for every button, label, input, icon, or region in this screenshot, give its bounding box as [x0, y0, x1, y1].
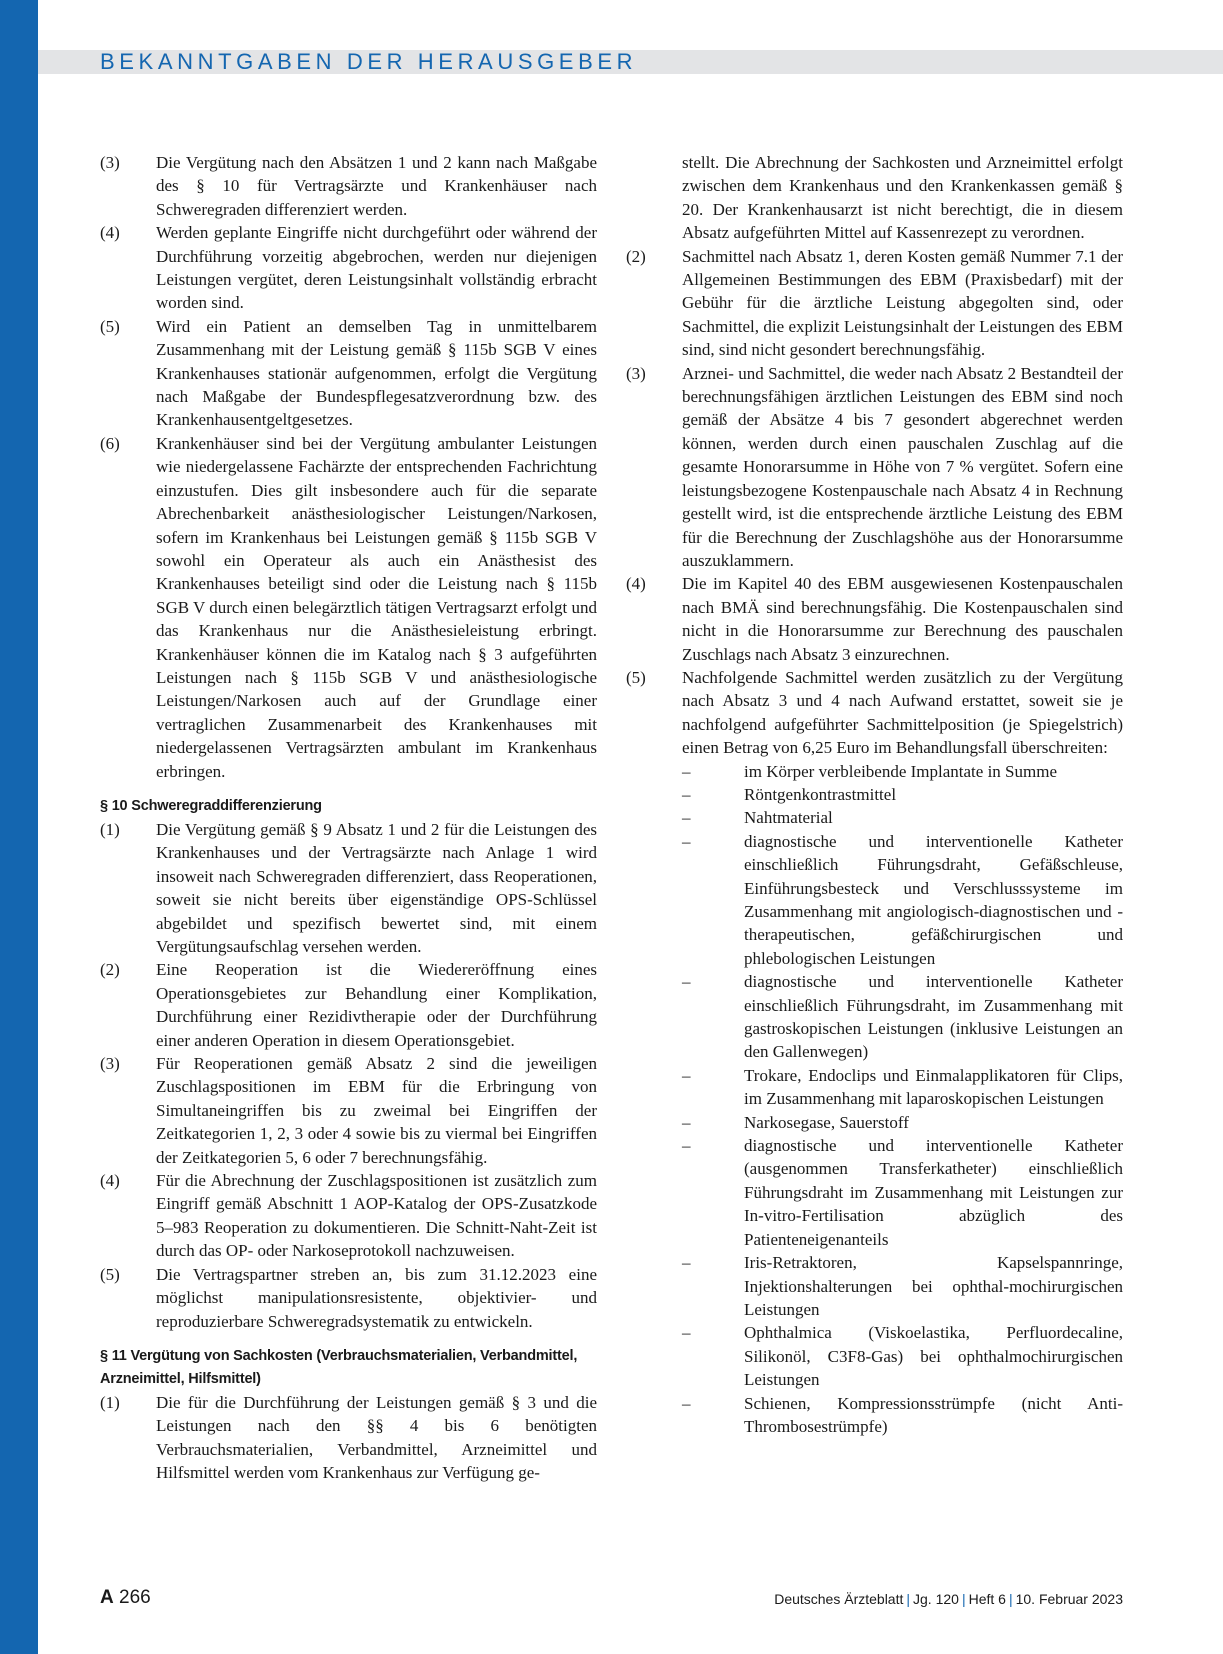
- paragraph-number: (6): [100, 433, 120, 453]
- list-item-text: Nahtmaterial: [744, 808, 833, 828]
- page-prefix: A: [100, 1587, 114, 1608]
- paragraph-text: Sachmittel nach Absatz 1, deren Kosten gemäß Nummer 7.1 der Allgemeinen Bestimmungen des EBM (Praxisbedarf) mit der Gebühr für die ärztliche Leistung abgegolten sind, oder Sachmittel, die explizit Leistungsinhalt der Leistungen des EBM sind, sind nicht gesondert berechnungsfähig.: [682, 246, 1123, 360]
- journal-footer: [774, 1589, 1123, 1609]
- paragraph-item: [626, 666, 1123, 760]
- list-item: [626, 1134, 1123, 1251]
- dash-marker: –: [682, 1253, 691, 1273]
- paragraph-text: Für die Abrechnung der Zuschlagspositionen ist zusätzlich zum Eingriff gemäß Abschnitt 1 AOP-Katalog der OPS-Zusatzkode 5–983 Reoperation zu dokumentieren. Die Schnitt-Naht-Zeit ist durch das OP- oder Narkoseprotokoll nachzuweisen.: [156, 1171, 597, 1261]
- paragraph-text: Die Vergütung nach den Absätzen 1 und 2 kann nach Maßgabe des § 10 für Vertragsärzte und Krankenhäuser nach Schweregraden differenziert werden.: [156, 153, 597, 219]
- page-number: [100, 1587, 151, 1609]
- left-column: [100, 151, 597, 1485]
- paragraph-text: Für Reoperationen gemäß Absatz 2 sind die jeweiligen Zuschlagspositionen im EBM für die Erbringung von Simultaneingriffen bis zu zweimal bei Eingriffen der Zeitkategorien 1, 2, 3 oder 4 sowie bis zu viermal bei Eingriffen der Zeitkategorien 5, 6 oder 7 berechnungsfähig.: [156, 1054, 597, 1167]
- list-item: [626, 1321, 1123, 1391]
- dash-marker: –: [682, 761, 691, 781]
- footer-separator: |: [961, 1591, 966, 1607]
- paragraph-text: Nachfolgende Sachmittel werden zusätzlich zu der Vergütung nach Absatz 3 und 4 nach Aufwand erstattet, soweit sie je nachfolgend aufgeführter Sachmittelposition (je Spiegelstrich) einen Betrag von 6,25 Euro im Behandlungsfall überschreiten:: [682, 667, 1123, 758]
- footer-separator: |: [1008, 1591, 1013, 1607]
- section-header-title: BEKANNTGABEN DER HERAUSGEBER: [100, 49, 638, 74]
- journal-date: 10. Februar 2023: [1015, 1591, 1123, 1607]
- paragraph-number: (5): [100, 316, 120, 336]
- section-10-items: [100, 818, 597, 1333]
- section-11-items: [100, 1391, 597, 1485]
- right-column: [626, 151, 1123, 1438]
- paragraph-item: [100, 432, 597, 783]
- list-item-text: Röntgenkontrastmittel: [744, 784, 897, 804]
- paragraph-item: [100, 1263, 597, 1333]
- dash-marker: –: [682, 1323, 691, 1343]
- section-11-heading: § 11 Vergütung von Sachkosten (Verbrauchsmaterialien, Verbandmittel, Arzneimittel, Hilfsmittel): [100, 1347, 578, 1387]
- journal-name: Deutsches Ärzteblatt: [774, 1591, 904, 1607]
- sachmittel-list: [626, 760, 1123, 1439]
- sidebar-accent-bar: [0, 0, 38, 1654]
- list-item-text: Ophthalmica (Viskoelastika, Perfluordecaline, Silikonöl, C3F8-Gas) bei ophthalmochirurgischen Leistungen: [744, 1323, 1123, 1390]
- list-item: [626, 783, 1123, 806]
- list-item-text: diagnostische und interventionelle Katheter (ausgenommen Transferkatheter) einschließlich Führungsdraht im Zusammenhang mit Leistungen zur In-vitro-Fertilisation abzüglich des Patienteneigenanteils: [744, 1136, 1123, 1249]
- paragraph-number: (5): [100, 1264, 120, 1284]
- paragraph-number: (2): [626, 246, 646, 266]
- paragraph-text: Die für die Durchführung der Leistungen gemäß § 3 und die Leistungen nach den §§ 4 bis 6 benötigten Verbrauchsmaterialien, Verbandmittel, Arzneimittel und Hilfsmittel werden vom Krankenhaus zur Verfügung ge-: [156, 1392, 597, 1483]
- paragraph-text: Werden geplante Eingriffe nicht durchgeführt oder während der Durchführung vorzeitig abgebrochen, werden nur diejenigen Leistungen vergütet, deren Leistungsinhalt vollständig erbracht worden sind.: [156, 223, 597, 313]
- dash-marker: –: [682, 1393, 691, 1413]
- list-item-text: Narkosegase, Sauerstoff: [744, 1112, 909, 1132]
- dash-marker: –: [682, 808, 691, 828]
- paragraph-number: (3): [626, 363, 646, 383]
- paragraph-number: (5): [626, 667, 646, 687]
- paragraph-number: (2): [100, 960, 120, 980]
- paragraph-continuation: stellt. Die Abrechnung der Sachkosten und Arzneimittel erfolgt zwischen dem Krankenhaus und den Krankenkassen gemäß § 20. Der Krankenhausarzt ist nicht berechtigt, die in diesem Absatz aufgeführten Mittel auf Kassenrezept zu verordnen.: [682, 153, 1123, 243]
- section-10-heading: § 10 Schweregraddifferenzierung: [100, 797, 322, 814]
- paragraph-item: [100, 958, 597, 1052]
- dash-marker: –: [682, 831, 691, 851]
- list-item-text: diagnostische und interventionelle Katheter einschließlich Führungsdraht, Gefäßschleuse, Einführungsbesteck und Verschlusssysteme im Zusammenhang mit angiologisch-diagnostischen und -therapeutischen, gefäßchirurgischen und phlebologischen Leistungen: [744, 831, 1123, 968]
- dash-marker: –: [682, 1065, 691, 1085]
- paragraph-item: [100, 1391, 597, 1485]
- list-item-text: im Körper verbleibende Implantate in Summe: [744, 761, 1057, 781]
- journal-issue: Heft 6: [968, 1591, 1006, 1607]
- list-item: [626, 1111, 1123, 1134]
- paragraph-number: (1): [100, 819, 120, 839]
- dash-marker: –: [682, 972, 691, 992]
- paragraph-text: Wird ein Patient an demselben Tag in unmittelbarem Zusammenhang mit der Leistung gemäß § 115b SGB V eines Krankenhauses stationär aufgenommen, erfolgt die Vergütung nach Maßgabe der Bundespflegesatzverordnung bzw. des Krankenhausentgeltgesetzes.: [156, 316, 597, 430]
- list-item: [626, 830, 1123, 970]
- list-item: [626, 760, 1123, 783]
- paragraph-text: Die im Kapitel 40 des EBM ausgewiesenen Kostenpauschalen nach BMÄ sind berechnungsfähig. Die Kostenpauschalen sind nicht in die Honorarsumme zur Berechnung des pauschalen Zuschlags nach Absatz 3 einzurechnen.: [682, 574, 1123, 664]
- journal-volume: Jg. 120: [913, 1591, 959, 1607]
- paragraph-text: Arznei- und Sachmittel, die weder nach Absatz 2 Bestandteil der berechnungsfähigen ärztlichen Leistungen des EBM sind noch gemäß der Absätze 4 bis 7 gesondert abgerechnet werden können, werden durch einen pauschalen Zuschlag auf die gesamte Honorarsumme in Höhe von 7 % vergütet. Sofern eine leistungsbezogene Kostenpauschale nach Absatz 4 in Rechnung gestellt wird, ist die entsprechende ärztliche Leistung des EBM für die Berechnung der Zuschlagshöhe aus der Honorarsumme auszuklammern.: [682, 363, 1123, 570]
- list-item: [626, 1064, 1123, 1111]
- paragraph-item: [626, 572, 1123, 666]
- paragraph-item: [626, 245, 1123, 362]
- list-item-text: Trokare, Endoclips und Einmalapplikatoren für Clips, im Zusammenhang mit laparoskopischen Leistungen: [744, 1065, 1123, 1109]
- list-item: [626, 806, 1123, 829]
- footer-separator: |: [906, 1591, 911, 1607]
- paragraph-number: (3): [100, 153, 120, 172]
- list-item: [626, 1392, 1123, 1439]
- paragraph-number: (4): [100, 223, 120, 243]
- paragraph-item: [100, 151, 597, 221]
- paragraph-item: [626, 362, 1123, 573]
- paragraph-number: (4): [626, 574, 646, 594]
- list-item-text: diagnostische und interventionelle Katheter einschließlich Führungsdraht, im Zusammenhang mit gastroskopischen Leistungen (inklusive Leistungen an den Gallenwegen): [744, 972, 1123, 1062]
- list-item: [626, 970, 1123, 1064]
- paragraph-item: [100, 818, 597, 958]
- paragraph-text: Eine Reoperation ist die Wiedereröffnung eines Operationsgebietes zur Behandlung einer Komplikation, Durchführung einer Rezidivtherapie oder der Durchführung einer anderen Operation in diesem Operationsgebiet.: [156, 960, 597, 1050]
- paragraph-item: [100, 221, 597, 315]
- dash-marker: –: [682, 784, 691, 804]
- dash-marker: –: [682, 1112, 691, 1132]
- list-item: [626, 1251, 1123, 1321]
- page-number-value: 266: [119, 1587, 151, 1608]
- paragraph-item: [100, 1169, 597, 1263]
- paragraph-text: Krankenhäuser sind bei der Vergütung ambulanter Leistungen wie niedergelassene Fachärzte der entsprechenden Fachrichtung einzustufen. Dies gilt insbesondere auch für die separate Abrechenbarkeit anästhesiologischer Leistungen/Narkosen, sofern im Krankenhaus bei Leistungen gemäß § 115b SGB V sowohl ein Operateur als auch ein Anästhesist des Krankenhauses beteiligt sind oder die Leistung nach § 115b SGB V durch einen belegärztlich tätigen Vertragsarzt erfolgt und das Krankenhaus nur die Anästhesieleistung erbringt. Krankenhäuser können die im Katalog nach § 3 aufgeführten Leistungen nach § 115b SGB V und anästhesiologische Leistungen/Narkosen auch auf der Grundlage einer vertraglichen Zusammenarbeit des Krankenhauses mit niedergelassenen Vertragsärzten ambulant im Krankenhaus erbringen.: [156, 433, 597, 781]
- paragraph-text: Die Vergütung gemäß § 9 Absatz 1 und 2 für die Leistungen des Krankenhauses und der Vertragsärzte nach Anlage 1 wird insoweit nach Schweregraden differenziert, dass Reoperationen, soweit sie nicht bereits über eigenständige OPS-Schlüssel abgebildet und spezifisch bewertet sind, mit einem Vergütungsaufschlag versehen werden.: [156, 819, 597, 956]
- list-item-text: Schienen, Kompressionsstrümpfe (nicht Anti-Thrombosestrümpfe): [744, 1393, 1123, 1436]
- section-9-items: [100, 151, 597, 783]
- paragraph-text: Die Vertragspartner streben an, bis zum 31.12.2023 eine möglichst manipulationsresistente, objektivier- und reproduzierbare Schweregradsystematik zu entwickeln.: [156, 1264, 597, 1331]
- paragraph-item: [100, 315, 597, 432]
- list-item-text: Iris-Retraktoren, Kapselspannringe, Injektionshalterungen bei ophthal-mochirurgischen Leistungen: [744, 1253, 1123, 1319]
- paragraph-item: [100, 1052, 597, 1169]
- paragraph-number: (3): [100, 1054, 120, 1074]
- paragraph-number: (4): [100, 1171, 120, 1191]
- dash-marker: –: [682, 1136, 691, 1156]
- paragraph-number: (1): [100, 1392, 120, 1412]
